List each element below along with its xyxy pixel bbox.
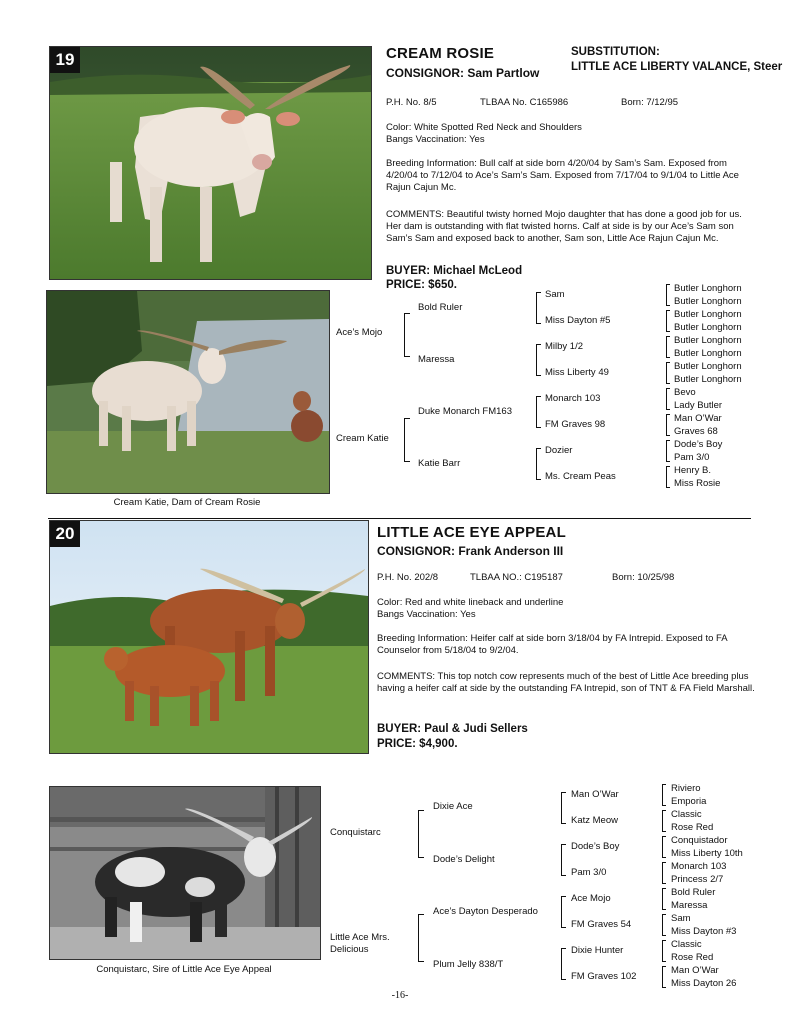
lot19-name: CREAM ROSIE xyxy=(386,45,495,62)
lot19-pedigree-g4: Butler Longhorn xyxy=(674,283,742,294)
red-longhorn-cow-and-calf-image xyxy=(50,521,368,753)
section-divider xyxy=(48,518,751,519)
lot19-comments: COMMENTS: Beautiful twisty horned Mojo daughter that has done a good job for us. Her dam is outstanding with flat twisted horns. Calf at side is by our Ace’s Sam son Sam’s Sam and exposed back to another, Sam son, Little Ace Rajun Cajun Mc. xyxy=(386,209,742,244)
lot19-pedigree-g4: Man O’War xyxy=(674,413,722,424)
lot20-tlbaa-no: TLBAA NO.: C195187 xyxy=(470,572,563,583)
lot19-bangs: Bangs Vaccination: Yes xyxy=(386,134,485,145)
lot19-pedigree-bracket xyxy=(536,292,541,324)
lot20-pedigree-bracket xyxy=(662,862,666,884)
lot19-pedigree-bracket xyxy=(404,418,410,462)
lot20-pedigree-g2: Ace’s Dayton Desperado xyxy=(433,906,538,917)
lot20-pedigree-g4: Miss Liberty 10th xyxy=(671,848,743,859)
lot20-pedigree-bracket xyxy=(662,914,666,936)
lot19-pedigree-g4: Pam 3/0 xyxy=(674,452,710,463)
lot19-buyer: BUYER: Michael McLeod xyxy=(386,265,523,277)
lot19-pedigree-g4: Butler Longhorn xyxy=(674,374,742,385)
lot20-comments: COMMENTS: This top notch cow represents much of the best of Little Ace breeding plus having a heifer calf at side by the outstanding FA Intrepid, son of TNT & FA Field Marshall. xyxy=(377,671,755,694)
lot20-pedigree-g4: Sam xyxy=(671,913,691,924)
lot19-pedigree-g4: Butler Longhorn xyxy=(674,296,742,307)
lot19-pedigree-g3: Monarch 103 xyxy=(545,393,601,404)
lot20-pedigree-g4: Emporia xyxy=(671,796,707,807)
lot19-pedigree-g4: Butler Longhorn xyxy=(674,348,742,359)
lot20-born: Born: 10/25/98 xyxy=(612,572,675,583)
page-number: -16- xyxy=(391,990,409,1001)
lot19-pedigree-bracket xyxy=(536,344,541,376)
lot19-pedigree-g4: Butler Longhorn xyxy=(674,309,742,320)
lot19-pedigree-g4: Butler Longhorn xyxy=(674,322,742,333)
lot20-pedigree-bracket xyxy=(418,914,424,962)
lot19-pedigree-g2: Bold Ruler xyxy=(418,302,463,313)
lot20-photo-caption: Conquistarc, Sire of Little Ace Eye Appeal xyxy=(96,964,272,975)
lot19-photo-caption: Cream Katie, Dam of Cream Rosie xyxy=(113,497,261,508)
lot20-pedigree-g4: Classic xyxy=(671,809,702,820)
white-longhorn-cow-image xyxy=(50,47,371,279)
lot20-pedigree-bracket xyxy=(662,888,666,910)
lot19-pedigree-g4: Butler Longhorn xyxy=(674,361,742,372)
lot20-pedigree-g3: Pam 3/0 xyxy=(571,867,607,878)
lot20-number: 20 xyxy=(50,521,80,547)
lot19-pedigree-g3: Ms. Cream Peas xyxy=(545,471,616,482)
lot20-breeding-info: Breeding Information: Heifer calf at side born 3/18/04 by FA Intrepid. Exposed to FA Counselor from 5/18/04 to 9/2/04. xyxy=(377,633,728,656)
lot20-pedigree-bracket xyxy=(662,836,666,858)
lot20-pedigree-g3: Ace Mojo xyxy=(571,893,611,904)
lot20-pedigree-g4: Bold Ruler xyxy=(671,887,716,898)
lot20-sire-photo xyxy=(49,786,321,960)
lot19-pedigree-g3: Miss Liberty 49 xyxy=(545,367,609,378)
lot20-pedigree-bracket xyxy=(418,810,424,858)
lot20-pedigree-g4: Rose Red xyxy=(671,822,714,833)
lot20-pedigree-bracket xyxy=(662,966,666,988)
lot20-main-photo xyxy=(49,520,369,754)
lot19-pedigree-sire: Ace’s Mojo xyxy=(336,327,383,338)
lot20-pedigree-dam xyxy=(330,932,400,956)
lot19-pedigree-g3: FM Graves 98 xyxy=(545,419,606,430)
lot19-pedigree-g4: Miss Rosie xyxy=(674,478,721,489)
lot19-number: 19 xyxy=(50,47,80,73)
lot19-pedigree-bracket xyxy=(536,448,541,480)
lot19-pedigree-g4: Lady Butler xyxy=(674,400,723,411)
black-and-white-bull-image xyxy=(50,787,320,959)
lot19-ph-no: P.H. No. 8/5 xyxy=(386,97,437,108)
lot19-pedigree-bracket xyxy=(666,388,670,410)
lot19-pedigree-g3: Miss Dayton #5 xyxy=(545,315,611,326)
lot19-pedigree-g4: Bevo xyxy=(674,387,696,398)
lot20-pedigree-g4: Miss Dayton #3 xyxy=(671,926,737,937)
lot20-name: LITTLE ACE EYE APPEAL xyxy=(377,524,566,541)
lot19-pedigree-bracket xyxy=(666,440,670,462)
lot20-pedigree-bracket xyxy=(662,940,666,962)
lot19-substitution-value: LITTLE ACE LIBERTY VALANCE, Steer xyxy=(571,61,783,73)
lot20-ph-no: P.H. No. 202/8 xyxy=(377,572,439,583)
lot19-pedigree-g4: Dode’s Boy xyxy=(674,439,723,450)
lot20-pedigree-g2: Dixie Ace xyxy=(433,801,473,812)
lot19-pedigree-dam: Cream Katie xyxy=(336,433,389,444)
lot20-pedigree-dam-text: Little Ace Mrs. Delicious xyxy=(330,932,390,955)
lot20-bangs: Bangs Vaccination: Yes xyxy=(377,609,476,620)
lot20-pedigree-bracket xyxy=(561,896,566,928)
lot19-pedigree-bracket xyxy=(666,336,670,358)
lot20-pedigree-g4: Conquistador xyxy=(671,835,728,846)
lot20-pedigree-g4: Miss Dayton 26 xyxy=(671,978,737,989)
lot19-pedigree-bracket xyxy=(666,284,670,306)
lot19-tlbaa-no: TLBAA No. C165986 xyxy=(480,97,569,108)
lot19-pedigree-bracket xyxy=(666,362,670,384)
lot19-pedigree-bracket xyxy=(666,310,670,332)
lot19-pedigree-g4: Henry B. xyxy=(674,465,711,476)
lot19-pedigree-g3: Milby 1/2 xyxy=(545,341,584,352)
lot19-pedigree-g2: Duke Monarch FM163 xyxy=(418,406,512,417)
lot20-pedigree-g3: Katz Meow xyxy=(571,815,618,826)
lot19-price: PRICE: $650. xyxy=(386,279,457,291)
lot19-pedigree-g2: Katie Barr xyxy=(418,458,461,469)
lot20-pedigree-bracket xyxy=(561,844,566,876)
lot20-pedigree-g3: Dixie Hunter xyxy=(571,945,624,956)
lot20-color: Color: Red and white lineback and underline xyxy=(377,597,564,608)
lot20-pedigree-g4: Princess 2/7 xyxy=(671,874,724,885)
lot20-pedigree-bracket xyxy=(561,948,566,980)
lot19-pedigree-g3: Sam xyxy=(545,289,565,300)
lot19-pedigree-g2: Maressa xyxy=(418,354,455,365)
lot20-pedigree-g4: Man O’War xyxy=(671,965,719,976)
lot19-substitution-label: SUBSTITUTION: xyxy=(571,46,660,58)
lot19-color: Color: White Spotted Red Neck and Shoulders xyxy=(386,122,582,133)
lot20-buyer: BUYER: Paul & Judi Sellers xyxy=(377,723,528,735)
lot20-pedigree-g3: Man O’War xyxy=(571,789,619,800)
lot20-pedigree-bracket xyxy=(662,784,666,806)
lot20-consignor: CONSIGNOR: Frank Anderson III xyxy=(377,544,564,558)
lot20-pedigree-g3: Dode’s Boy xyxy=(571,841,620,852)
lot19-pedigree-bracket xyxy=(536,396,541,428)
lot20-pedigree-g4: Riviero xyxy=(671,783,701,794)
lot19-breeding-info: Breeding Information: Bull calf at side born 4/20/04 by Sam’s Sam. Exposed from 4/20/04 to 7/12/04 to Ace’s Sam’s Sam. Exposed from 7/17/04 to 9/1/04 to Little Ace Rajun Cajun Mc. xyxy=(386,158,739,193)
lot19-pedigree-bracket xyxy=(404,313,410,357)
lot20-pedigree-sire: Conquistarc xyxy=(330,827,381,838)
lot20-pedigree-g3: FM Graves 54 xyxy=(571,919,632,930)
lot20-pedigree-g4: Monarch 103 xyxy=(671,861,727,872)
lot19-dam-photo xyxy=(46,290,330,494)
lot19-main-photo xyxy=(49,46,372,280)
lot20-pedigree-bracket xyxy=(662,810,666,832)
lot20-price: PRICE: $4,900. xyxy=(377,738,458,750)
lot19-pedigree-g4: Graves 68 xyxy=(674,426,718,437)
lot20-pedigree-g4: Rose Red xyxy=(671,952,714,963)
lot20-pedigree-g3: FM Graves 102 xyxy=(571,971,637,982)
lot20-pedigree-g4: Maressa xyxy=(671,900,708,911)
lot19-pedigree-bracket xyxy=(666,414,670,436)
lot20-pedigree-g2: Dode’s Delight xyxy=(433,854,495,865)
lot19-pedigree-g3: Dozier xyxy=(545,445,573,456)
lot20-pedigree-bracket xyxy=(561,792,566,824)
lot19-consignor: CONSIGNOR: Sam Partlow xyxy=(386,66,540,80)
lot19-pedigree-bracket xyxy=(666,466,670,488)
cow-and-calf-by-pond-image xyxy=(47,291,329,493)
lot19-born: Born: 7/12/95 xyxy=(621,97,679,108)
lot20-pedigree-g4: Classic xyxy=(671,939,702,950)
lot20-pedigree-g2: Plum Jelly 838/T xyxy=(433,959,504,970)
lot19-pedigree-g4: Butler Longhorn xyxy=(674,335,742,346)
